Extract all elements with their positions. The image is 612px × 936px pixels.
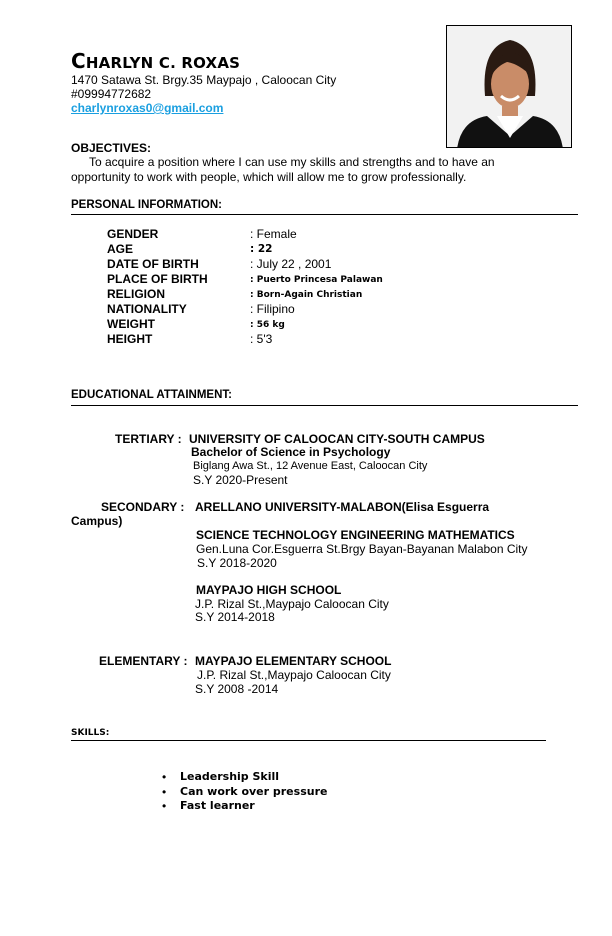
profile-photo — [446, 25, 572, 148]
education-heading: EDUCATIONAL ATTAINMENT: — [71, 389, 232, 401]
section-divider — [71, 405, 578, 406]
secondary-school2: MAYPAJO HIGH SCHOOL — [196, 583, 342, 597]
tertiary-label: TERTIARY : — [115, 432, 182, 446]
elementary-label: ELEMENTARY : — [99, 654, 188, 668]
skills-heading: SKILLS: — [71, 728, 110, 738]
address: 1470 Satawa St. Brgy.35 Maypajo , Caloocan City — [71, 73, 337, 87]
tertiary-address: Biglang Awa St., 12 Avenue East, Caloocan City — [193, 460, 428, 472]
label-pob: PLACE OF BIRTH — [107, 272, 208, 286]
elementary-address: J.P. Rizal St.,Maypajo Caloocan City — [197, 668, 391, 682]
value-nationality: : Filipino — [250, 302, 295, 316]
label-nationality: NATIONALITY — [107, 302, 187, 316]
value-height: : 5'3 — [250, 332, 273, 346]
section-divider — [71, 740, 546, 741]
value-age: : 22 — [250, 243, 273, 255]
label-religion: RELIGION — [107, 287, 166, 301]
section-divider — [71, 214, 578, 215]
value-pob: : Puerto Princesa Palawan — [250, 275, 383, 285]
skill-item: Leadership Skill — [180, 770, 280, 783]
bullet-icon: • — [162, 799, 167, 813]
value-religion: : Born-Again Christian — [250, 290, 363, 300]
tertiary-year: S.Y 2020-Present — [193, 473, 288, 487]
label-age: AGE — [107, 242, 134, 256]
tertiary-course: Bachelor of Science in Psychology — [191, 445, 391, 459]
email-link[interactable]: charlynroxas0@gmail.com — [71, 101, 224, 115]
secondary-label: SECONDARY : — [101, 500, 185, 514]
candidate-name — [71, 50, 240, 74]
secondary-address: Gen.Luna Cor.Esguerra St.Brgy Bayan-Bayanan Malabon City — [196, 542, 528, 556]
elementary-year: S.Y 2008 -2014 — [195, 682, 279, 696]
skill-item: Can work over pressure — [180, 785, 328, 798]
personal-info-heading: PERSONAL INFORMATION: — [71, 199, 222, 211]
tertiary-school: UNIVERSITY OF CALOOCAN CITY-SOUTH CAMPUS — [189, 432, 485, 446]
secondary-school: ARELLANO UNIVERSITY-MALABON(Elisa Esguerra — [195, 500, 490, 514]
label-dob: DATE OF BIRTH — [107, 257, 199, 271]
value-dob: : July 22 , 2001 — [250, 257, 332, 271]
value-gender: : Female — [250, 227, 297, 241]
name-initial: C — [71, 49, 86, 73]
secondary-year2: S.Y 2014-2018 — [195, 610, 275, 624]
secondary-school-cont: Campus) — [71, 514, 123, 528]
label-gender: GENDER — [107, 227, 159, 241]
bullet-icon: • — [162, 770, 167, 784]
objectives-text-line1: To acquire a position where I can use my skills and strengths and to have an — [89, 155, 495, 169]
name-rest: HARLYN C. ROXAS — [85, 54, 241, 72]
elementary-school: MAYPAJO ELEMENTARY SCHOOL — [195, 654, 392, 668]
secondary-year: S.Y 2018-2020 — [197, 556, 277, 570]
value-weight: : 56 kg — [250, 320, 285, 330]
secondary-strand: SCIENCE TECHNOLOGY ENGINEERING MATHEMATICS — [196, 528, 515, 542]
skill-item: Fast learner — [180, 799, 255, 812]
bullet-icon: • — [162, 785, 167, 799]
phone: #09994772682 — [71, 87, 152, 101]
label-height: HEIGHT — [107, 332, 153, 346]
secondary-address2: J.P. Rizal St.,Maypajo Caloocan City — [195, 597, 389, 611]
objectives-text-line2: opportunity to work with people, which will allow me to grow professionally. — [71, 170, 467, 184]
label-weight: WEIGHT — [107, 317, 155, 331]
objectives-heading: OBJECTIVES: — [71, 141, 152, 155]
